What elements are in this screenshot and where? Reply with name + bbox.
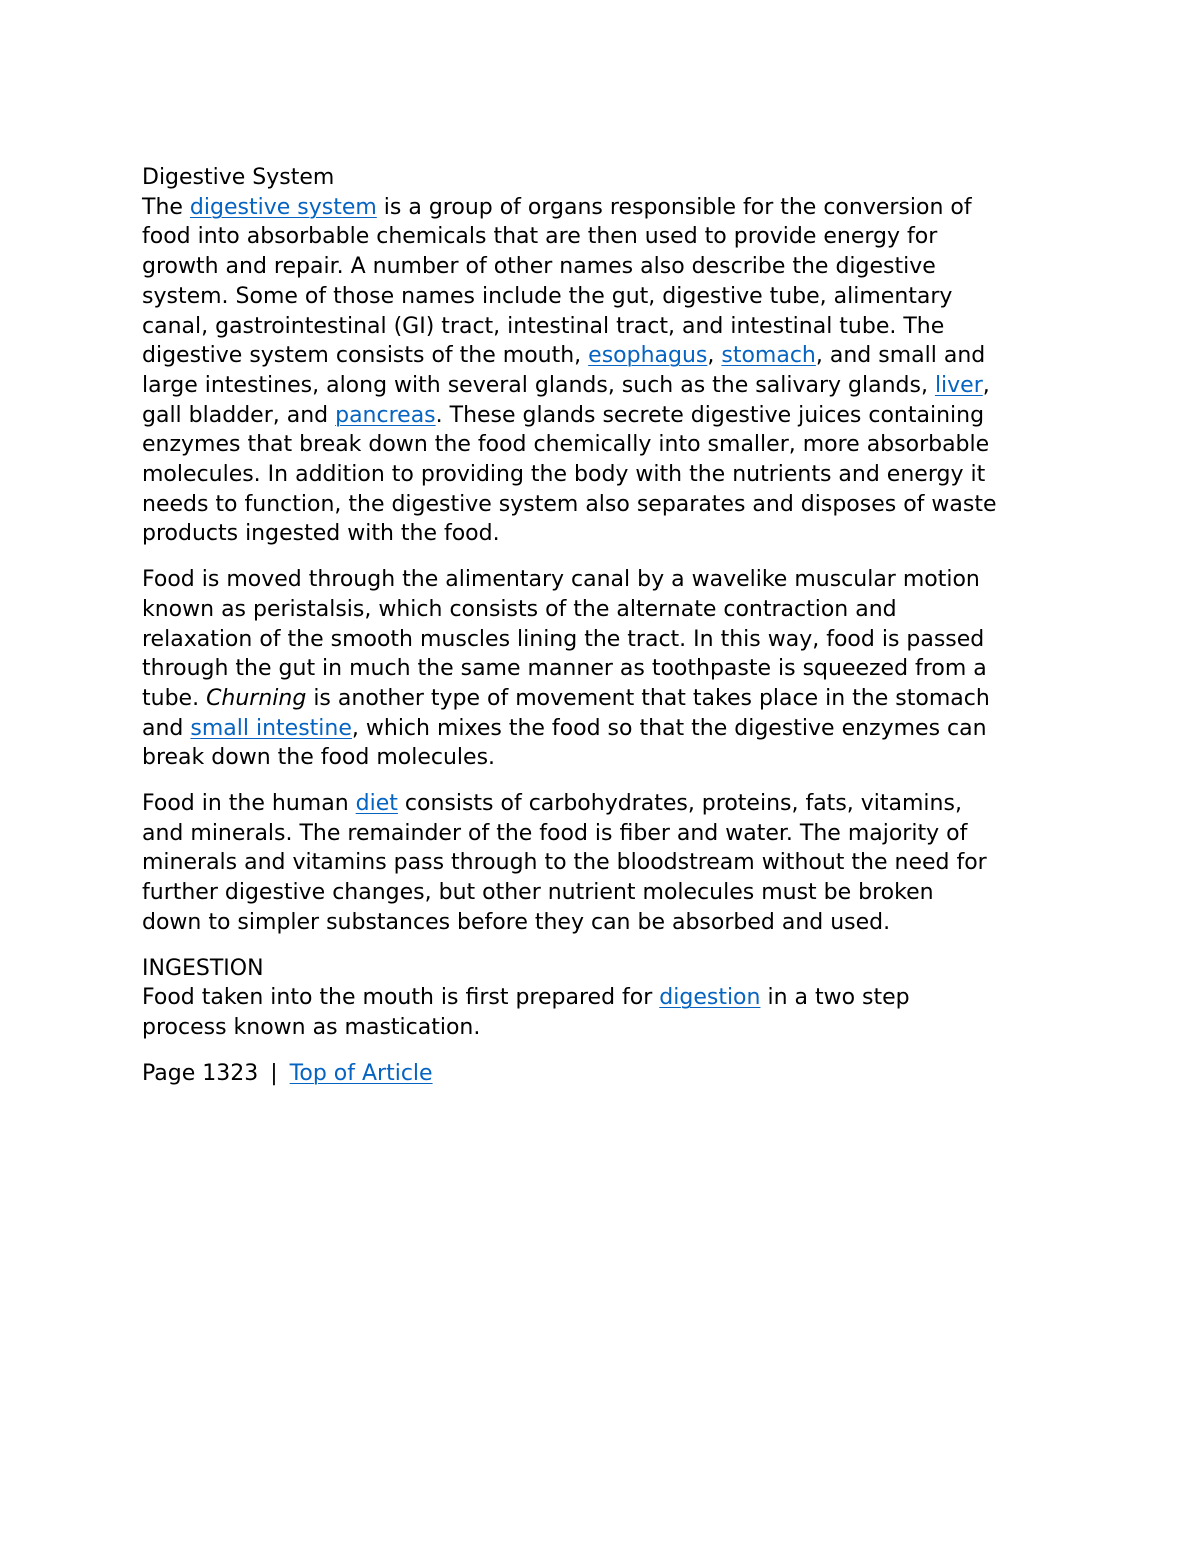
text-line — [142, 684, 1072, 714]
document-body — [142, 163, 1072, 1104]
text-line: food into absorbable chemicals that are then used to provide energy for — [142, 224, 938, 250]
footer-line — [142, 1059, 1072, 1089]
text-span: The — [142, 194, 190, 220]
text-line — [142, 371, 1072, 401]
section-heading: INGESTION — [142, 955, 264, 981]
footer-separator: | — [270, 1060, 278, 1086]
text-span: gall bladder, and — [142, 402, 336, 428]
link-digestion[interactable]: digestion — [659, 985, 761, 1011]
text-line: products ingested with the food. — [142, 521, 500, 547]
text-span: tube. — [142, 685, 207, 711]
paragraph-peristalsis — [142, 565, 1072, 773]
text-line: system. Some of those names include the gut, digestive tube, alimentary — [142, 283, 953, 309]
text-line — [142, 983, 1072, 1013]
text-line: further digestive changes, but other nutrient molecules must be broken — [142, 880, 934, 906]
text-line — [142, 193, 1072, 223]
text-line — [142, 789, 1072, 819]
top-of-article-link[interactable]: Top of Article — [289, 1060, 433, 1086]
text-span: , which mixes the food so that the digestive enzymes can — [351, 715, 987, 741]
text-line: break down the food molecules. — [142, 745, 496, 771]
text-span: and — [142, 715, 191, 741]
text-line — [142, 401, 1072, 431]
text-span: , and small and — [815, 343, 986, 369]
text-line: molecules. In addition to providing the body with the nutrients and energy it — [142, 462, 986, 488]
text-span: . These glands secrete digestive juices containing — [435, 402, 985, 428]
text-line: known as peristalsis, which consists of the alternate contraction and — [142, 596, 897, 622]
paragraph-diet — [142, 789, 1072, 938]
paragraph-ingestion — [142, 954, 1072, 1043]
text-line: process known as mastication. — [142, 1014, 481, 1040]
text-line — [142, 341, 1072, 371]
text-line: enzymes that break down the food chemically into smaller, more absorbable — [142, 432, 990, 458]
text-line: and minerals. The remainder of the food is fiber and water. The majority of — [142, 820, 968, 846]
text-line — [142, 714, 1072, 744]
text-span: Food in the human — [142, 791, 356, 817]
text-span: consists of carbohydrates, proteins, fats, vitamins, — [397, 791, 962, 817]
link-pancreas[interactable]: pancreas — [335, 402, 436, 428]
text-line: canal, gastrointestinal (GI) tract, intestinal tract, and intestinal tube. The — [142, 313, 945, 339]
text-line: relaxation of the smooth muscles lining the tract. In this way, food is passed — [142, 626, 985, 652]
link-esophagus[interactable]: esophagus — [588, 343, 708, 369]
text-line: minerals and vitamins pass through to the bloodstream without the need for — [142, 850, 987, 876]
text-span: Food taken into the mouth is first prepared for — [142, 985, 660, 1011]
text-line: down to simpler substances before they can be absorbed and used. — [142, 909, 891, 935]
link-liver[interactable]: liver — [934, 372, 983, 398]
text-line: needs to function, the digestive system also separates and disposes of waste — [142, 491, 997, 517]
text-span: is another type of movement that takes place in the stomach — [306, 685, 990, 711]
text-span: large intestines, along with several glands, such as the salivary glands, — [142, 372, 935, 398]
text-span: , — [982, 372, 990, 398]
document-title: Digestive System — [142, 165, 335, 190]
text-line: through the gut in much the same manner as toothpaste is squeezed from a — [142, 656, 987, 682]
text-span: digestive system consists of the mouth, — [142, 343, 589, 369]
link-diet[interactable]: diet — [355, 791, 398, 817]
page-number: Page 1323 — [142, 1060, 259, 1086]
link-small-intestine[interactable]: small intestine — [190, 715, 352, 741]
link-digestive-system[interactable]: digestive system — [189, 194, 377, 220]
text-span: is a group of organs responsible for the conversion of — [376, 194, 972, 220]
text-line: Food is moved through the alimentary canal by a wavelike muscular motion — [142, 567, 980, 593]
page-footer — [142, 1059, 1072, 1089]
paragraph-intro — [142, 163, 1072, 549]
text-line: growth and repair. A number of other names also describe the digestive — [142, 254, 936, 280]
link-stomach[interactable]: stomach — [721, 343, 816, 369]
text-span: in a two step — [760, 985, 910, 1011]
text-span: , — [707, 343, 722, 369]
italic-term: Churning — [206, 685, 307, 711]
